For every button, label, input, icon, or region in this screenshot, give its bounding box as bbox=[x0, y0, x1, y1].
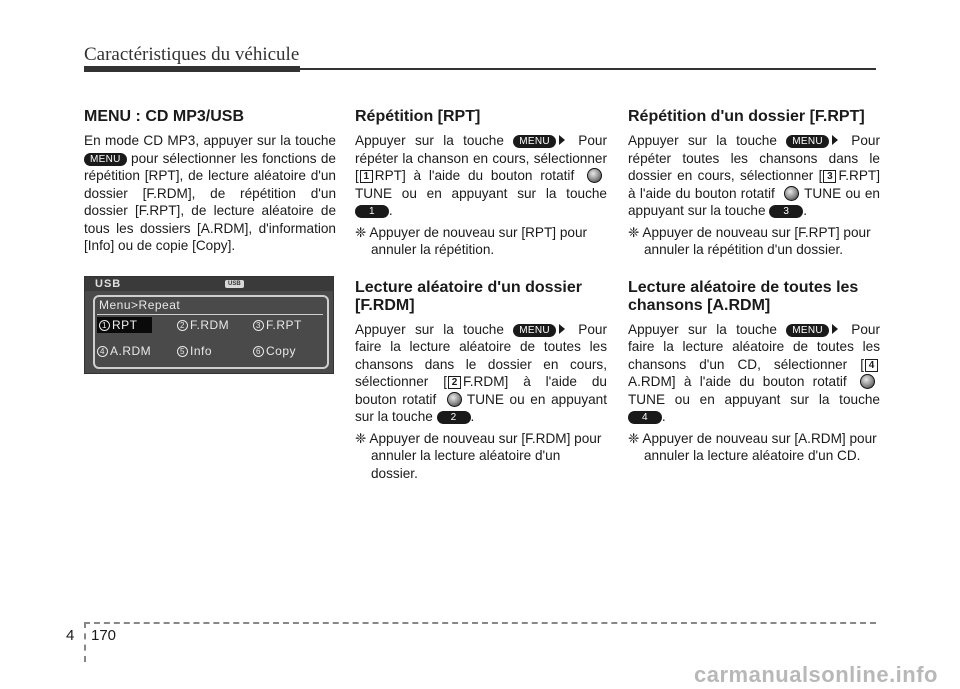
item-label: RPT bbox=[112, 318, 138, 332]
text-fragment: Appuyer de nouveau sur [A.RDM] pour annuler la lecture aléatoire d'un CD. bbox=[642, 430, 877, 463]
section-heading-menu: MENU : CD MP3/USB bbox=[84, 108, 245, 125]
rpt-paragraph bbox=[355, 132, 607, 220]
menu-key-badge: MENU bbox=[84, 153, 127, 166]
text-fragment: En mode CD MP3, appuyer sur la touche bbox=[84, 133, 336, 148]
menu-key-badge: MENU bbox=[513, 135, 556, 148]
text-fragment: TUNE ou en appuyant sur la touche bbox=[355, 391, 608, 424]
chapter-number: 4 bbox=[66, 627, 75, 644]
ardm-paragraph bbox=[628, 321, 880, 426]
rpt-note bbox=[355, 224, 607, 259]
text-fragment: . bbox=[661, 409, 666, 424]
item-label: Copy bbox=[266, 344, 297, 358]
text-fragment: TUNE ou en appuyant sur la touche bbox=[628, 391, 880, 407]
text-fragment: Pour faire la lecture aléatoire de toutes les chansons d'un CD, sélectionner [ bbox=[628, 321, 880, 372]
text-fragment: Pour faire la lecture aléatoire de toutes les chansons dans le dossier en cours, sélectionner [ bbox=[355, 321, 607, 389]
text-fragment: RPT] à l'aide du bouton rotatif bbox=[374, 168, 575, 183]
display-source-label: USB bbox=[95, 278, 122, 290]
note-symbol-icon: ❈ bbox=[355, 224, 367, 240]
display-menu-panel bbox=[93, 295, 329, 369]
display-item-copy bbox=[253, 343, 296, 359]
number-4-icon: 4 bbox=[865, 359, 878, 372]
column-3 bbox=[628, 108, 880, 465]
ardm-note bbox=[628, 430, 880, 465]
frpt-paragraph bbox=[628, 132, 880, 220]
display-top-bar bbox=[85, 277, 333, 291]
key-2-badge: 2 bbox=[437, 411, 471, 424]
arrow-right-icon bbox=[832, 135, 838, 145]
text-fragment: Appuyer de nouveau sur [F.RDM] pour annuler la lecture aléatoire d'un dossier. bbox=[369, 430, 602, 481]
tune-knob-icon bbox=[587, 168, 602, 183]
header-rule bbox=[84, 68, 876, 70]
display-menu-title: Menu>Repeat bbox=[99, 298, 181, 312]
intro-paragraph bbox=[84, 132, 336, 255]
menu-key-badge: MENU bbox=[786, 135, 829, 148]
section-heading-frpt: Répétition d'un dossier [F.RPT] bbox=[628, 108, 865, 125]
text-fragment: Appuyer sur la touche bbox=[355, 133, 504, 148]
page-number: 170 bbox=[91, 627, 117, 644]
footer-rule bbox=[84, 622, 876, 624]
audio-display-screenshot bbox=[84, 276, 334, 374]
text-fragment: pour sélectionner les fonctions de répétition [RPT], de lecture aléatoire d'un dossier [F.RDM], de répétition d'un dossier [F.RPT], de lecture aléatoire de tous les dossiers [A.RDM], d'information [Info] ou de copie [Copy]. bbox=[84, 150, 336, 253]
text-fragment: . bbox=[803, 203, 807, 218]
text-fragment: F.RPT] à l'aide du bouton rotatif bbox=[628, 168, 880, 201]
item-label: F.RDM bbox=[190, 318, 230, 332]
text-fragment: Pour répéter toutes les chansons dans le dossier en cours, sélectionner [ bbox=[628, 133, 880, 183]
number-2-icon: 2 bbox=[448, 376, 461, 389]
number-1-icon: 1 bbox=[360, 170, 373, 183]
text-fragment: Pour répéter la chanson en cours, sélectionner [ bbox=[355, 133, 607, 183]
display-item-frdm bbox=[177, 317, 229, 333]
arrow-right-icon bbox=[559, 135, 565, 145]
display-item-info bbox=[177, 343, 212, 359]
text-fragment: TUNE ou en appuyant sur la touche bbox=[628, 185, 880, 218]
tune-knob-icon bbox=[784, 186, 799, 201]
item-label: F.RPT bbox=[266, 318, 302, 332]
text-fragment: TUNE ou en appuyant sur la touche bbox=[355, 185, 607, 201]
text-fragment: Appuyer sur la touche bbox=[628, 133, 777, 148]
text-fragment: F.RDM] à l'aide du bouton rotatif bbox=[355, 374, 607, 407]
display-item-rpt bbox=[97, 317, 152, 333]
usb-icon: USB bbox=[225, 280, 244, 288]
footer-divider bbox=[84, 622, 86, 662]
display-item-ardm bbox=[97, 343, 151, 359]
arrow-right-icon bbox=[832, 324, 838, 334]
column-2 bbox=[355, 108, 607, 482]
tune-knob-icon bbox=[860, 374, 875, 389]
item-number-icon: 4 bbox=[97, 346, 108, 357]
item-label: A.RDM bbox=[110, 344, 152, 358]
item-number-icon: 3 bbox=[253, 320, 264, 331]
column-1 bbox=[84, 108, 336, 255]
page-header-title: Caractéristiques du véhicule bbox=[84, 44, 300, 65]
item-label: Info bbox=[190, 344, 213, 358]
tune-knob-icon bbox=[447, 392, 462, 407]
key-4-badge: 4 bbox=[628, 411, 662, 424]
text-fragment: . bbox=[470, 409, 475, 424]
text-fragment: Appuyer sur la touche bbox=[355, 321, 504, 337]
display-item-frpt bbox=[253, 317, 302, 333]
note-symbol-icon: ❈ bbox=[628, 430, 640, 446]
item-number-icon: 1 bbox=[99, 320, 110, 331]
note-symbol-icon: ❈ bbox=[628, 224, 640, 240]
text-fragment: Appuyer sur la touche bbox=[628, 321, 777, 337]
display-divider bbox=[97, 314, 323, 315]
item-number-icon: 5 bbox=[177, 346, 188, 357]
text-fragment: A.RDM] à l'aide du bouton rotatif bbox=[628, 374, 847, 389]
item-number-icon: 2 bbox=[177, 320, 188, 331]
key-1-badge: 1 bbox=[355, 205, 389, 218]
arrow-right-icon bbox=[559, 324, 565, 334]
key-3-badge: 3 bbox=[769, 205, 803, 218]
frdm-note bbox=[355, 430, 607, 483]
section-heading-ardm: Lecture aléatoire de toutes les chansons [A.RDM] bbox=[628, 278, 859, 314]
text-fragment: . bbox=[388, 203, 393, 218]
text-fragment: Appuyer de nouveau sur [RPT] pour annuler la répétition. bbox=[369, 224, 588, 257]
menu-key-badge: MENU bbox=[513, 324, 556, 337]
section-heading-frdm: Lecture aléatoire d'un dossier [F.RDM] bbox=[355, 278, 582, 314]
note-symbol-icon: ❈ bbox=[355, 430, 367, 446]
number-3-icon: 3 bbox=[823, 170, 836, 183]
section-heading-rpt: Répétition [RPT] bbox=[355, 108, 481, 125]
item-number-icon: 6 bbox=[253, 346, 264, 357]
text-fragment: Appuyer de nouveau sur [F.RPT] pour annuler la répétition d'un dossier. bbox=[642, 224, 871, 257]
watermark: carmanualsonline.info bbox=[694, 662, 938, 687]
menu-key-badge: MENU bbox=[786, 324, 829, 337]
frpt-note bbox=[628, 224, 880, 259]
frdm-paragraph bbox=[355, 321, 607, 426]
